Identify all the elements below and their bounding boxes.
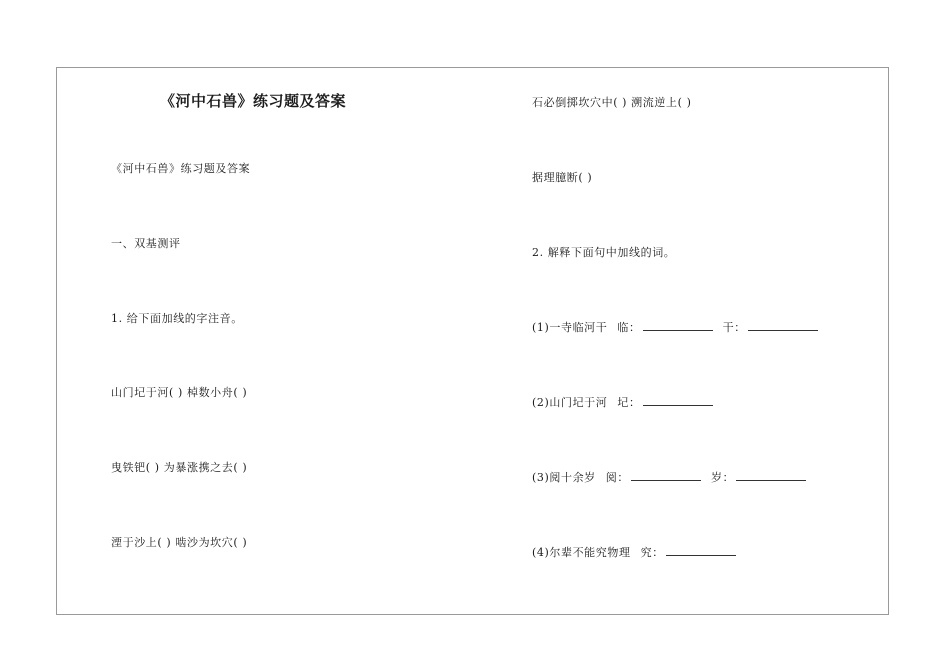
q2-item-2 xyxy=(532,394,713,410)
q2-item-4-sentence: (4)尔辈不能究物理 xyxy=(532,546,631,559)
question-1: 1. 给下面加线的字注音。 xyxy=(111,312,243,325)
pinyin-line-4: 石必倒掷坎穴中( ) 溯流逆上( ) xyxy=(532,96,692,109)
q2-item-3 xyxy=(532,469,806,485)
answer-blank[interactable] xyxy=(631,471,701,481)
answer-blank[interactable] xyxy=(666,546,736,556)
subtitle: 《河中石兽》练习题及答案 xyxy=(111,162,251,175)
q2-item-2-word-a: 圮： xyxy=(617,396,641,409)
question-2: 2. 解释下面句中加线的词。 xyxy=(532,246,676,259)
q2-item-3-word-b: 岁： xyxy=(710,471,735,484)
pinyin-line-5: 据理臆断( ) xyxy=(532,171,593,184)
document-title: 《河中石兽》练习题及答案 xyxy=(160,92,347,110)
q2-item-4-word-a: 究： xyxy=(640,546,664,559)
pinyin-line-3: 湮于沙上( ) 啮沙为坎穴( ) xyxy=(111,536,248,549)
q2-item-3-word-a: 阅： xyxy=(605,471,629,484)
pinyin-line-2: 曳铁钯( ) 为暴涨携之去( ) xyxy=(111,461,248,474)
pinyin-line-1: 山门圮于河( ) 棹数小舟( ) xyxy=(111,386,248,399)
q2-item-1 xyxy=(532,319,818,335)
q2-item-1-sentence: (1)一寺临河干 xyxy=(532,321,608,334)
q2-item-3-sentence: (3)阅十余岁 xyxy=(532,471,596,484)
q2-item-1-word-a: 临： xyxy=(617,321,641,334)
answer-blank[interactable] xyxy=(643,321,713,331)
answer-blank[interactable] xyxy=(748,321,818,331)
answer-blank[interactable] xyxy=(643,396,713,406)
section-heading: 一、双基测评 xyxy=(111,237,181,250)
q2-item-1-word-b: 干： xyxy=(722,321,746,334)
q2-item-2-sentence: (2)山门圮于河 xyxy=(532,396,608,409)
answer-blank[interactable] xyxy=(736,471,806,481)
page-frame xyxy=(56,67,889,615)
q2-item-4 xyxy=(532,544,736,560)
